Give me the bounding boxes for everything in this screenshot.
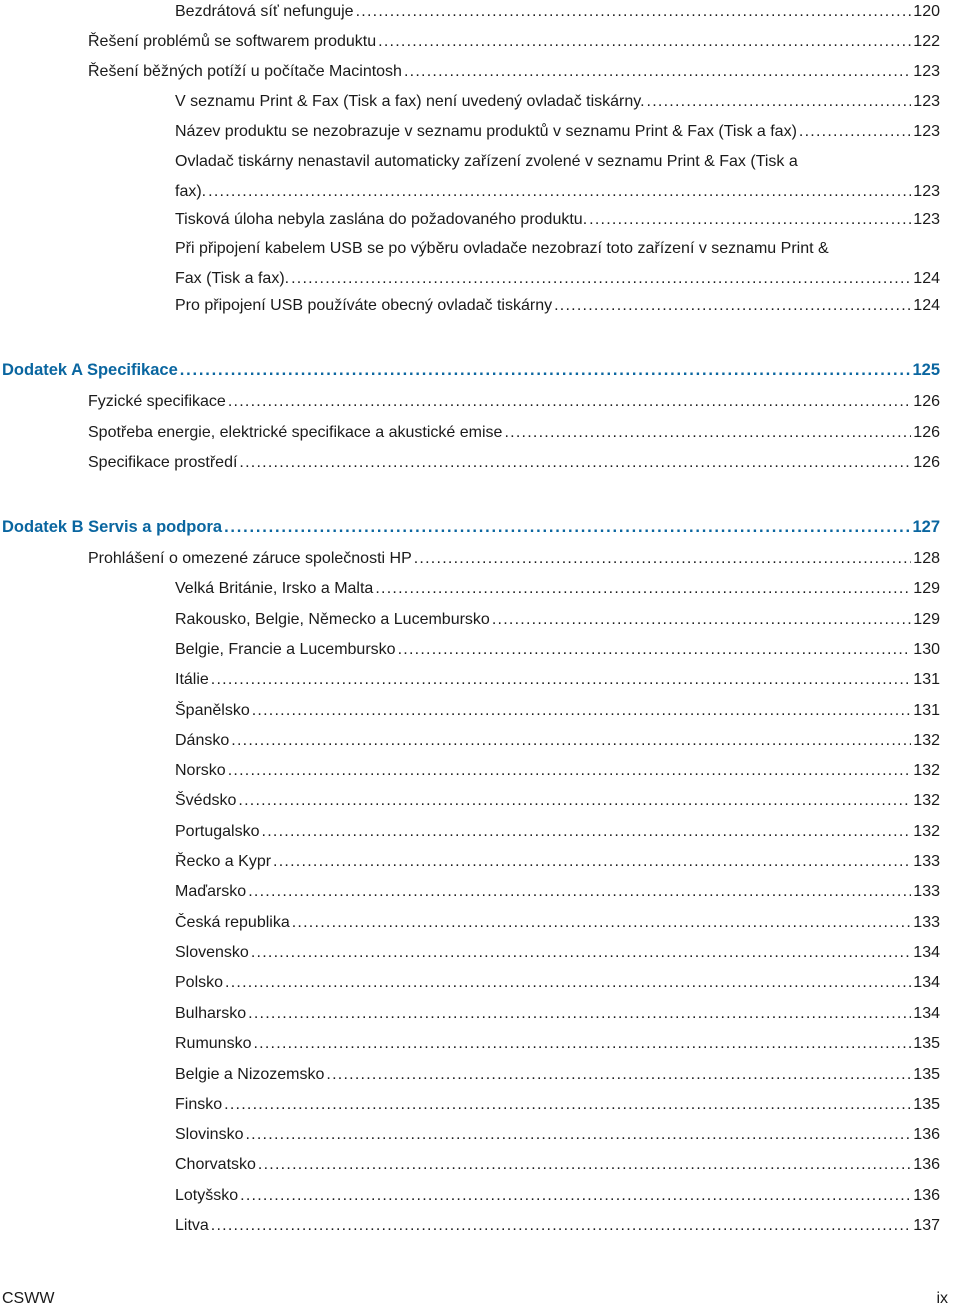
dot-leader <box>262 817 912 847</box>
dot-leader <box>238 786 911 816</box>
toc-entry[interactable] <box>88 57 940 87</box>
toc-entry[interactable] <box>175 756 940 786</box>
toc-entry[interactable] <box>175 87 940 117</box>
toc-entry-page: 132 <box>913 732 940 749</box>
toc-entry-title: Rumunsko <box>175 1035 252 1052</box>
toc-entry-page: 129 <box>913 580 940 597</box>
toc-entry-title: Polsko <box>175 974 224 991</box>
toc-entry-title: Belgie a Nizozemsko <box>175 1066 325 1083</box>
toc-entry-title: Maďarsko <box>175 883 247 900</box>
toc-entry-page: 132 <box>913 823 940 840</box>
dot-leader <box>504 418 911 448</box>
toc-entry[interactable] <box>175 1120 940 1150</box>
dot-leader <box>228 387 911 417</box>
toc-entry-title: Dánsko <box>175 732 230 749</box>
dot-leader <box>211 665 912 695</box>
dot-leader <box>292 908 912 938</box>
toc-entry-title: Česká republika <box>175 914 290 931</box>
toc-entry[interactable] <box>175 786 940 816</box>
toc-entry[interactable] <box>175 574 940 604</box>
dot-leader <box>398 635 912 665</box>
toc-entry[interactable] <box>175 665 940 695</box>
toc-entry-page: 136 <box>913 1187 940 1204</box>
toc-entry[interactable] <box>175 635 940 665</box>
toc-chapter-page: 125 <box>912 361 940 379</box>
toc-entry[interactable] <box>88 27 940 57</box>
dot-leader <box>799 117 911 147</box>
toc-entry-page: 136 <box>913 1126 940 1143</box>
toc-entry-page: 123 <box>913 123 940 140</box>
toc-entry-page: 132 <box>913 762 940 779</box>
dot-leader <box>225 968 911 998</box>
toc-entry[interactable] <box>175 847 940 877</box>
toc-entry-title: Slovinsko <box>175 1126 244 1143</box>
toc-entry[interactable] <box>175 968 940 998</box>
dot-leader <box>180 355 911 385</box>
toc-entry-page: 135 <box>913 1035 940 1052</box>
dot-leader <box>554 291 911 321</box>
toc-entry-page: 130 <box>913 641 940 658</box>
toc-entry-page: 122 <box>913 33 940 50</box>
toc-entry-title: Velká Británie, Irsko a Malta <box>175 580 374 597</box>
toc-entry[interactable] <box>175 291 940 321</box>
toc-entry-page: 131 <box>913 702 940 719</box>
toc-entry-title: Spotřeba energie, elektrické specifikace a akustické emise <box>88 424 503 441</box>
toc-entry-page: 123 <box>913 183 940 200</box>
toc-entry-page: 126 <box>913 393 940 410</box>
toc-entry-title: Řešení běžných potíží u počítače Macintosh <box>88 63 402 80</box>
toc-entry-page: 135 <box>913 1066 940 1083</box>
toc-entry-title: V seznamu Print & Fax (Tisk a fax) není uvedený ovladač tiskárny. <box>175 93 645 110</box>
toc-entry-page: 123 <box>913 63 940 80</box>
dot-leader <box>248 877 911 907</box>
toc-entry-page: 136 <box>913 1156 940 1173</box>
toc-entry[interactable] <box>175 1150 940 1180</box>
toc-entry-title: Bezdrátová síť nefunguje <box>175 3 354 20</box>
dot-leader <box>251 938 911 968</box>
toc-chapter-title: Dodatek A Specifikace <box>2 361 178 379</box>
toc-entry-title: Španělsko <box>175 702 250 719</box>
toc-entry-title: Fax (Tisk a fax). <box>175 270 290 287</box>
dot-leader <box>239 448 911 478</box>
dot-leader <box>414 544 912 574</box>
toc-entry-title: fax). <box>175 183 207 200</box>
toc-entry-title: Rakousko, Belgie, Německo a Lucembursko <box>175 611 490 628</box>
toc-chapter-title: Dodatek B Servis a podpora <box>2 518 223 536</box>
toc-entry-title-line1: Ovladač tiskárny nenastavil automaticky zařízení zvolené v seznamu Print & Fax (Tisk a <box>175 153 798 170</box>
toc-entry[interactable] <box>175 817 940 847</box>
toc-chapter[interactable] <box>2 512 940 542</box>
toc-entry-title: Norsko <box>175 762 226 779</box>
toc-entry-title: Specifikace prostředí <box>88 454 238 471</box>
toc-entry-title: Řecko a Kypr <box>175 853 272 870</box>
toc-entry-title: Belgie, Francie a Lucembursko <box>175 641 396 658</box>
toc-entry[interactable] <box>88 448 940 478</box>
toc-entry-title: Fyzické specifikace <box>88 393 226 410</box>
toc-entry-title: Itálie <box>175 671 209 688</box>
toc-entry-page: 126 <box>913 454 940 471</box>
dot-leader <box>224 1090 911 1120</box>
toc-entry[interactable] <box>175 205 940 235</box>
dot-leader <box>375 574 911 604</box>
toc-entry[interactable] <box>175 696 940 726</box>
dot-leader <box>258 1150 911 1180</box>
dot-leader <box>356 0 912 27</box>
footer-page-number: ix <box>936 1290 948 1307</box>
toc-entry-page: 132 <box>913 792 940 809</box>
toc-entry[interactable] <box>175 726 940 756</box>
toc-entry-title: Chorvatsko <box>175 1156 256 1173</box>
toc-entry[interactable] <box>88 418 940 448</box>
toc-entry-page: 120 <box>913 3 940 20</box>
footer-left: CSWW <box>2 1290 55 1307</box>
toc-entry[interactable] <box>175 1029 940 1059</box>
dot-leader <box>291 264 911 294</box>
dot-leader <box>240 1181 911 1211</box>
toc-entry-page: 123 <box>913 211 940 228</box>
dot-leader <box>326 1060 911 1090</box>
toc-entry-page: 133 <box>913 914 940 931</box>
toc-entry[interactable] <box>175 1181 940 1211</box>
toc-entry-title: Slovensko <box>175 944 249 961</box>
toc-entry-title: Švédsko <box>175 792 237 809</box>
dot-leader <box>228 756 912 786</box>
toc-entry[interactable] <box>175 117 940 147</box>
toc-chapter[interactable] <box>2 355 940 385</box>
toc-entry-title: Finsko <box>175 1096 223 1113</box>
toc-entry[interactable] <box>88 387 940 417</box>
dot-leader <box>252 696 912 726</box>
toc-entry[interactable] <box>175 605 940 635</box>
dot-leader <box>245 1120 911 1150</box>
dot-leader <box>273 847 911 877</box>
toc-entry-page: 133 <box>913 883 940 900</box>
toc-entry-page: 137 <box>913 1217 940 1234</box>
toc-entry-title: Prohlášení o omezené záruce společnosti HP <box>88 550 412 567</box>
toc-entry[interactable] <box>175 877 940 907</box>
toc-entry-title: Portugalsko <box>175 823 260 840</box>
toc-entry-title: Název produktu se nezobrazuje v seznamu produktů v seznamu Print & Fax (Tisk a fax) <box>175 123 797 140</box>
toc-entry-title-line1: Při připojení kabelem USB se po výběru ovladače nezobrazí toto zařízení v seznamu Print & <box>175 240 829 257</box>
toc-entry-page: 134 <box>913 974 940 991</box>
toc-entry[interactable] <box>88 544 940 574</box>
toc-entry-page: 134 <box>913 1005 940 1022</box>
toc-entry-title: Řešení problémů se softwarem produktu <box>88 33 377 50</box>
toc-entry-page: 124 <box>913 270 940 287</box>
toc-entry[interactable] <box>175 908 940 938</box>
toc-entry[interactable] <box>175 234 940 294</box>
toc-entry[interactable] <box>175 147 940 207</box>
toc-entry[interactable] <box>175 938 940 968</box>
dot-leader <box>492 605 911 635</box>
dot-leader <box>248 999 911 1029</box>
dot-leader <box>208 177 911 207</box>
toc-entry[interactable] <box>175 1090 940 1120</box>
toc-entry-title: Tisková úloha nebyla zaslána do požadovaného produktu. <box>175 211 588 228</box>
toc-entry-title: Bulharsko <box>175 1005 247 1022</box>
dot-leader <box>211 1211 912 1241</box>
dot-leader <box>647 87 912 117</box>
toc-entry[interactable] <box>175 0 940 27</box>
dot-leader <box>589 205 911 235</box>
toc-entry-page: 134 <box>913 944 940 961</box>
dot-leader <box>404 57 911 87</box>
dot-leader <box>253 1029 911 1059</box>
dot-leader <box>224 512 910 542</box>
toc-entry-title: Pro připojení USB používáte obecný ovladač tiskárny <box>175 297 553 314</box>
toc-entry-page: 123 <box>913 93 940 110</box>
toc-entry-page: 129 <box>913 611 940 628</box>
toc-entry-title: Litva <box>175 1217 209 1234</box>
toc-entry[interactable] <box>175 1211 940 1241</box>
toc-entry-page: 131 <box>913 671 940 688</box>
dot-leader <box>378 27 911 57</box>
dot-leader <box>231 726 911 756</box>
toc-entry-page: 133 <box>913 853 940 870</box>
toc-entry-page: 124 <box>913 297 940 314</box>
toc-entry-title: Lotyšsko <box>175 1187 239 1204</box>
toc-entry[interactable] <box>175 1060 940 1090</box>
toc-entry-page: 135 <box>913 1096 940 1113</box>
toc-entry-page: 126 <box>913 424 940 441</box>
toc-chapter-page: 127 <box>912 518 940 536</box>
toc-entry[interactable] <box>175 999 940 1029</box>
toc-entry-page: 128 <box>913 550 940 567</box>
